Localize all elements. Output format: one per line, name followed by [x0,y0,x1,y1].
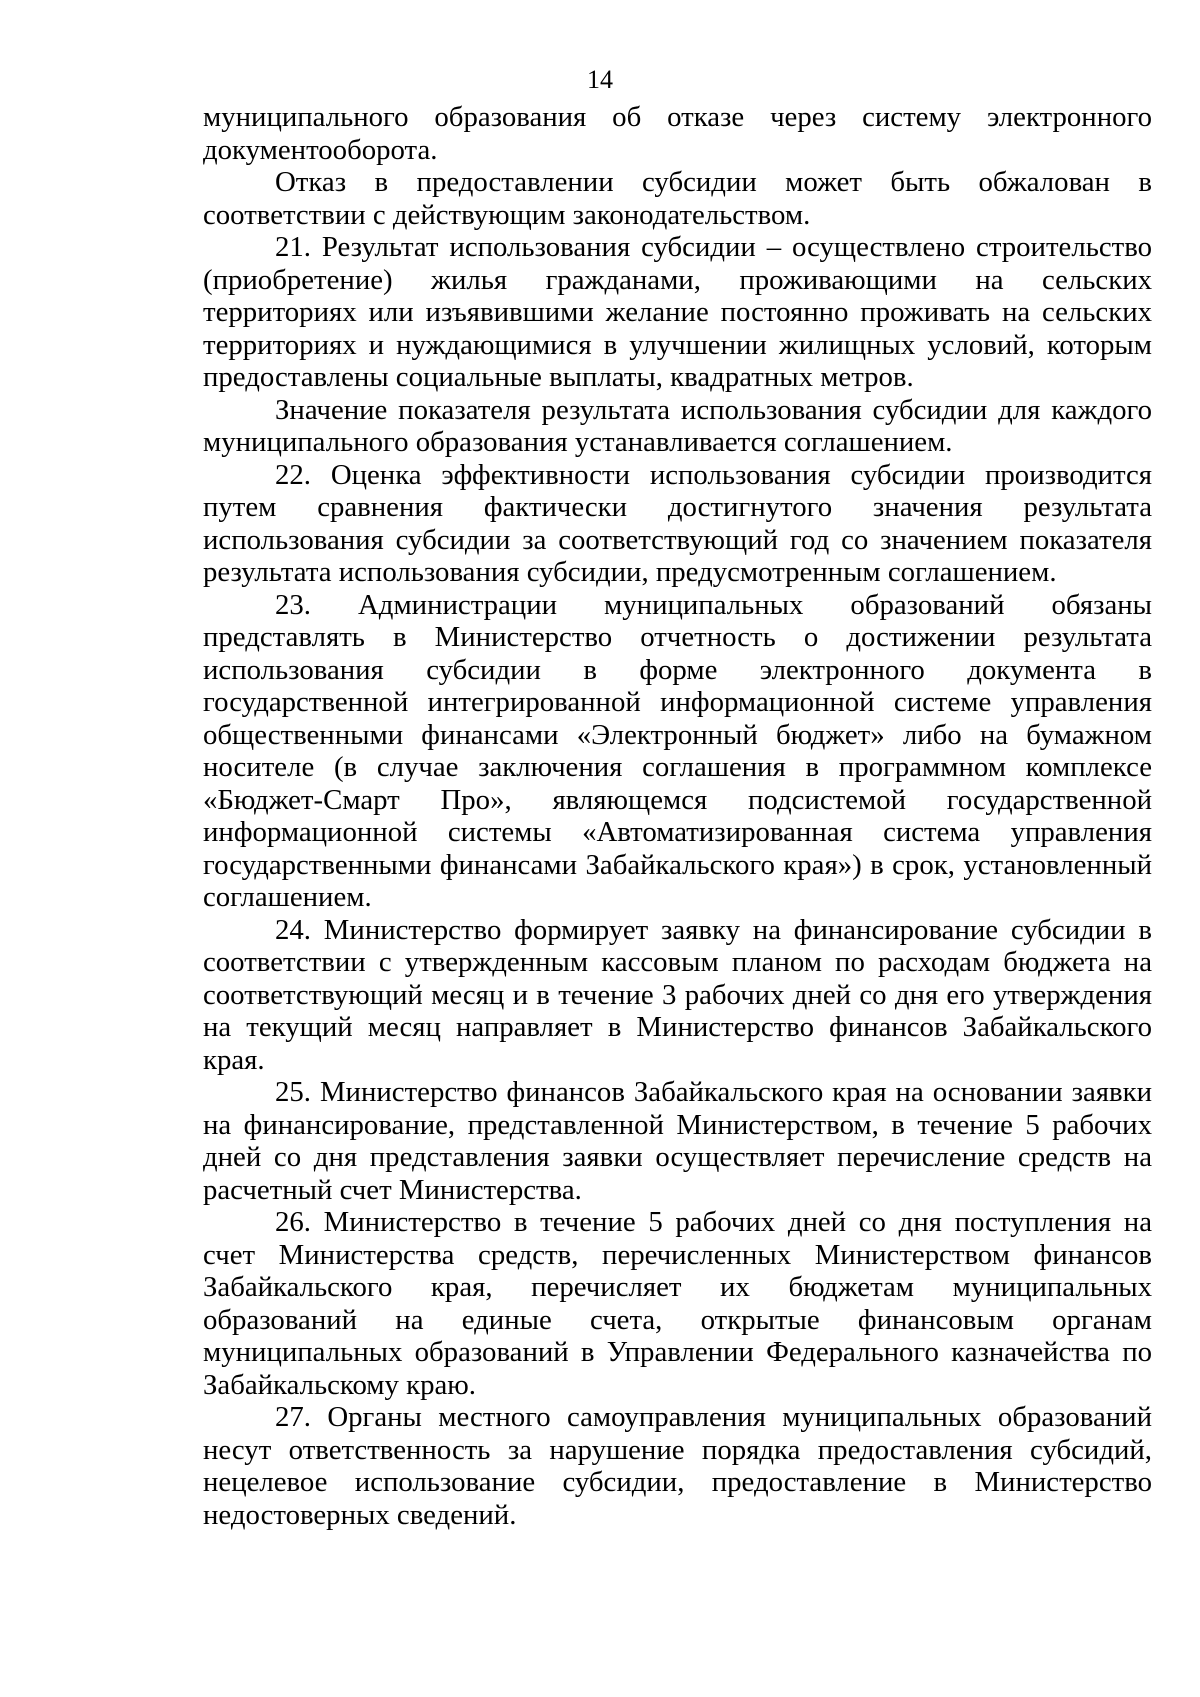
paragraph-27-responsibility: 27. Органы местного самоуправления муниципальных образований несут ответственность за нарушение порядка предоставления субсидий, нецелевое использование субсидии, предоставление в Министерство недостоверных сведений. [203,1401,1152,1531]
paragraph-26-transfer-to-budgets: 26. Министерство в течение 5 рабочих дней со дня поступления на счет Министерства средств, перечисленных Министерством финансов Забайкальского края, перечисляет их бюджетам муниципальных образований на единые счета, открытые финансовым органам муниципальных образований в Управлении Федерального казначейства по Забайкальскому краю. [203,1206,1152,1401]
paragraph-23-reporting: 23. Администрации муниципальных образований обязаны представлять в Министерство отчетность о достижении результата использования субсидии в форме электронного документа в государственной интегрированной информационной системе управления общественными финансами «Электронный бюджет» либо на бумажном носителе (в случае заключения соглашения в программном комплексе «Бюджет-Смарт Про», являющемся подсистемой государственной информационной системы «Автоматизированная система управления государственными финансами Забайкальского края») в срок, установленный соглашением. [203,588,1152,913]
paragraph-refusal-appeal: Отказ в предоставлении субсидии может быть обжалован в соответствии с действующим законодательством. [203,166,1152,231]
document-body [203,101,1152,1531]
page-number: 14 [587,65,613,94]
paragraph-24-funding-request: 24. Министерство формирует заявку на финансирование субсидии в соответствии с утвержденным кассовым планом по расходам бюджета на соответствующий месяц и в течение 3 рабочих дней со дня его утверждения на текущий месяц направляет в Министерство финансов Забайкальского края. [203,913,1152,1076]
paragraph-25-funds-transfer: 25. Министерство финансов Забайкальского края на основании заявки на финансирование, представленной Министерством, в течение 5 рабочих дней со дня представления заявки осуществляет перечисление средств на расчетный счет Министерства. [203,1076,1152,1206]
paragraph-22-efficiency-evaluation: 22. Оценка эффективности использования субсидии производится путем сравнения фактически достигнутого значения результата использования субсидии за соответствующий год со значением показателя результата использования субсидии, предусмотренным соглашением. [203,458,1152,588]
paragraph-refusal-notice-continuation: муниципального образования об отказе через систему электронного документооборота. [203,101,1152,166]
paragraph-21-subsidy-result: 21. Результат использования субсидии – осуществлено строительство (приобретение) жилья гражданами, проживающими на сельских территориях или изъявившими желание постоянно проживать на сельских территориях и нуждающимися в улучшении жилищных условий, которым предоставлены социальные выплаты, квадратных метров. [203,231,1152,393]
paragraph-result-indicator-value: Значение показателя результата использования субсидии для каждого муниципального образования устанавливается соглашением. [203,393,1152,458]
